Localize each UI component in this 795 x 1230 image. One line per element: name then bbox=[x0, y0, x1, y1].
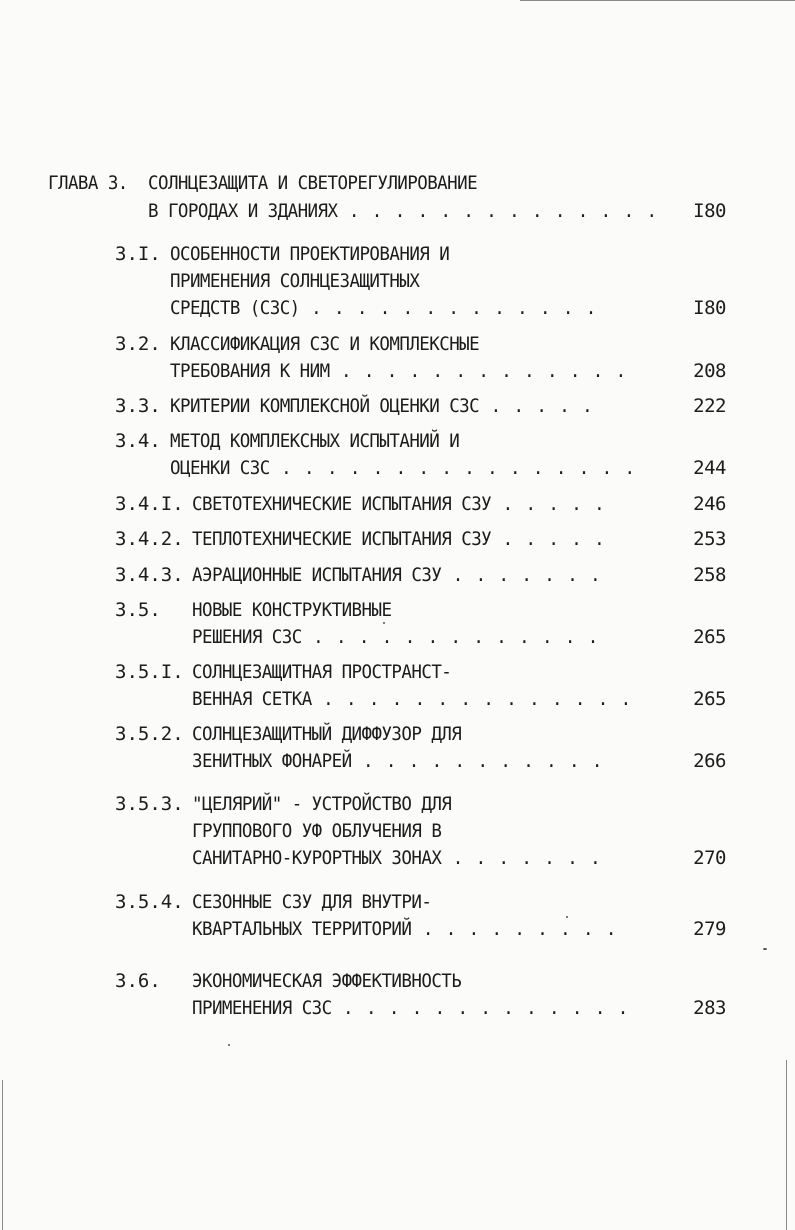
scan-speck bbox=[763, 948, 767, 950]
entry-number: 3.5.3. bbox=[115, 793, 184, 815]
chapter-title-line-2: В ГОРОДАХ И ЗДАНИЯХ . . . . . . . . . . . . . . bbox=[148, 200, 658, 222]
entry-title-line: КВАРТАЛЬНЫХ ТЕРРИТОРИЙ . . . . . . . . . bbox=[192, 918, 618, 940]
entry-page: 283 bbox=[693, 997, 726, 1019]
entry-page: 244 bbox=[693, 457, 726, 479]
entry-page: 208 bbox=[693, 360, 726, 382]
entry-page: 265 bbox=[693, 626, 726, 648]
scan-edge-left bbox=[2, 1080, 3, 1230]
entry-title-line: РЕШЕНИЯ СЗС . . . . . . . . . . . . . bbox=[192, 626, 600, 648]
entry-title-line: ТЕПЛОТЕХНИЧЕСКИЕ ИСПЫТАНИЯ СЗУ . . . . . bbox=[192, 528, 606, 550]
entry-page: 222 bbox=[693, 395, 726, 417]
entry-number: 3.4. bbox=[115, 430, 161, 452]
entry-title-line: САНИТАРНО-КУРОРТНЫХ ЗОНАХ . . . . . . . bbox=[192, 847, 602, 869]
entry-title-line: ОЦЕНКИ СЗС . . . . . . . . . . . . . . . . bbox=[170, 457, 636, 479]
entry-title-line: КЛАССИФИКАЦИЯ СЗС И КОМПЛЕКСНЫЕ bbox=[170, 333, 480, 355]
entry-page: 258 bbox=[693, 564, 726, 586]
entry-title-line: "ЦЕЛЯРИЙ" - УСТРОЙСТВО ДЛЯ bbox=[192, 793, 452, 815]
scan-speck bbox=[566, 916, 568, 918]
entry-title-line: ЭКОНОМИЧЕСКАЯ ЭФФЕКТИВНОСТЬ bbox=[192, 970, 462, 992]
entry-title-line: ТРЕБОВАНИЯ К НИМ . . . . . . . . . . . . . bbox=[170, 360, 628, 382]
entry-title-line: СЕЗОННЫЕ СЗУ ДЛЯ ВНУТРИ- bbox=[192, 891, 432, 913]
chapter-title-line-1: СОЛНЦЕЗАЩИТА И СВЕТОРЕГУЛИРОВАНИЕ bbox=[148, 172, 478, 194]
entry-number: 3.5.I. bbox=[115, 661, 184, 683]
entry-page: 265 bbox=[693, 688, 726, 710]
entry-title-line: СОЛНЦЕЗАЩИТНАЯ ПРОСТРАНСТ- bbox=[192, 661, 452, 683]
entry-number: 3.4.I. bbox=[115, 493, 184, 515]
chapter-page: I80 bbox=[693, 200, 726, 222]
entry-title-line: СРЕДСТВ (СЗС) . . . . . . . . . . . . . bbox=[170, 297, 598, 319]
entry-page: 279 bbox=[693, 918, 726, 940]
entry-number: 3.5.2. bbox=[115, 723, 184, 745]
entry-title-line: КРИТЕРИИ КОМПЛЕКСНОЙ ОЦЕНКИ СЗС . . . . . bbox=[170, 395, 594, 417]
entry-title-line: ПРИМЕНЕНИЯ СЗС . . . . . . . . . . . . . bbox=[192, 997, 630, 1019]
scan-speck bbox=[228, 1044, 230, 1046]
entry-number: 3.I. bbox=[115, 243, 161, 265]
entry-number: 3.6. bbox=[115, 970, 161, 992]
entry-page: I80 bbox=[693, 297, 726, 319]
entry-page: 266 bbox=[693, 750, 726, 772]
entry-title-line: МЕТОД КОМПЛЕКСНЫХ ИСПЫТАНИЙ И bbox=[170, 430, 460, 452]
entry-title-line: СВЕТОТЕХНИЧЕСКИЕ ИСПЫТАНИЯ СЗУ . . . . . bbox=[192, 493, 606, 515]
entry-title-line: НОВЫЕ КОНСТРУКТИВНЫЕ bbox=[192, 599, 392, 621]
entry-number: 3.5.4. bbox=[115, 891, 184, 913]
entry-page: 253 bbox=[693, 528, 726, 550]
entry-number: 3.4.3. bbox=[115, 564, 184, 586]
chapter-label: ГЛАВА 3. bbox=[48, 172, 128, 194]
entry-page: 270 bbox=[693, 847, 726, 869]
entry-number: 3.2. bbox=[115, 333, 161, 355]
entry-title-line: АЭРАЦИОННЫЕ ИСПЫТАНИЯ СЗУ . . . . . . . bbox=[192, 564, 602, 586]
entry-title-line: ОСОБЕННОСТИ ПРОЕКТИРОВАНИЯ И bbox=[170, 243, 450, 265]
entry-title-line: ГРУППОВОГО УФ ОБЛУЧЕНИЯ В bbox=[192, 820, 442, 842]
entry-page: 246 bbox=[693, 493, 726, 515]
entry-number: 3.5. bbox=[115, 599, 161, 621]
entry-number: 3.3. bbox=[115, 395, 161, 417]
scan-edge-top bbox=[520, 0, 795, 1]
scan-speck bbox=[383, 622, 385, 624]
entry-title-line: ЗЕНИТНЫХ ФОНАРЕЙ . . . . . . . . . . . bbox=[192, 750, 604, 772]
entry-title-line: ПРИМЕНЕНИЯ СОЛНЦЕЗАЩИТНЫХ bbox=[170, 270, 420, 292]
entry-title-line: СОЛНЦЕЗАЩИТНЫЙ ДИФФУЗОР ДЛЯ bbox=[192, 723, 462, 745]
scan-edge-right bbox=[786, 1060, 787, 1230]
entry-title-line: ВЕННАЯ СЕТКА . . . . . . . . . . . . . . bbox=[192, 688, 633, 710]
entry-number: 3.4.2. bbox=[115, 528, 184, 550]
